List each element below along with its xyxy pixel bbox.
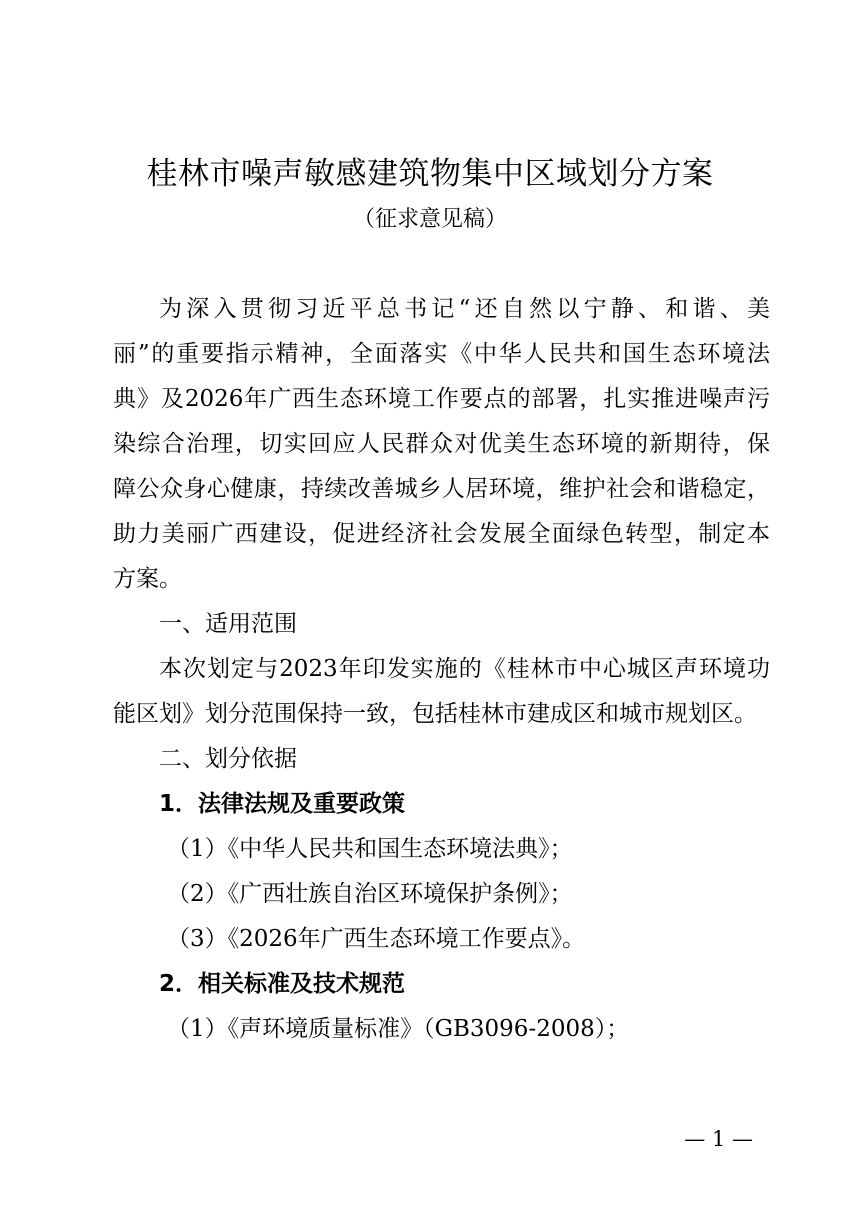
standard-item-1: （1）《声环境质量标准》（GB3096-2008）； xyxy=(167,1016,630,1042)
intro-line-4: 染综合治理，切实回应人民群众对优美生态环境的新期待，保 xyxy=(113,431,770,457)
law-item-1: （1）《中华人民共和国生态环境法典》； xyxy=(167,836,573,862)
section-1-line-1: 本次划定与2023年印发实施的《桂林市中心城区声环境功 xyxy=(159,656,770,682)
intro-line-7: 方案。 xyxy=(113,566,182,592)
intro-line-6: 助力美丽广西建设，促进经济社会发展全面绿色转型，制定本 xyxy=(113,521,770,547)
document-body xyxy=(113,287,770,1052)
document-subtitle: （征求意见稿） xyxy=(352,207,507,232)
section-2-heading: 二、划分依据 xyxy=(159,746,297,772)
page-number: — 1 — xyxy=(684,1127,753,1151)
document-title: 桂林市噪声敏感建筑物集中区域划分方案 xyxy=(146,156,714,192)
intro-line-1: 为深入贯彻习近平总书记“还自然以宁静、和谐、美 xyxy=(159,296,770,322)
subsection-2-heading: 2．相关标准及技术规范 xyxy=(159,971,406,997)
intro-line-5: 障公众身心健康，持续改善城乡人居环境，维护社会和谐稳定， xyxy=(113,476,770,502)
law-item-3: （3）《2026年广西生态环境工作要点》。 xyxy=(167,926,586,952)
law-item-2: （2）《广西壮族自治区环境保护条例》； xyxy=(167,881,573,907)
intro-line-3: 典》及2026年广西生态环境工作要点的部署，扎实推进噪声污 xyxy=(113,386,770,412)
intro-line-2: 丽”的重要指示精神，全面落实《中华人民共和国生态环境法 xyxy=(113,341,770,367)
subsection-1-heading: 1．法律法规及重要政策 xyxy=(159,791,406,817)
section-1-line-2: 能区划》划分范围保持一致，包括桂林市建成区和城市规划区。 xyxy=(113,701,757,727)
section-1-heading: 一、适用范围 xyxy=(159,611,297,637)
